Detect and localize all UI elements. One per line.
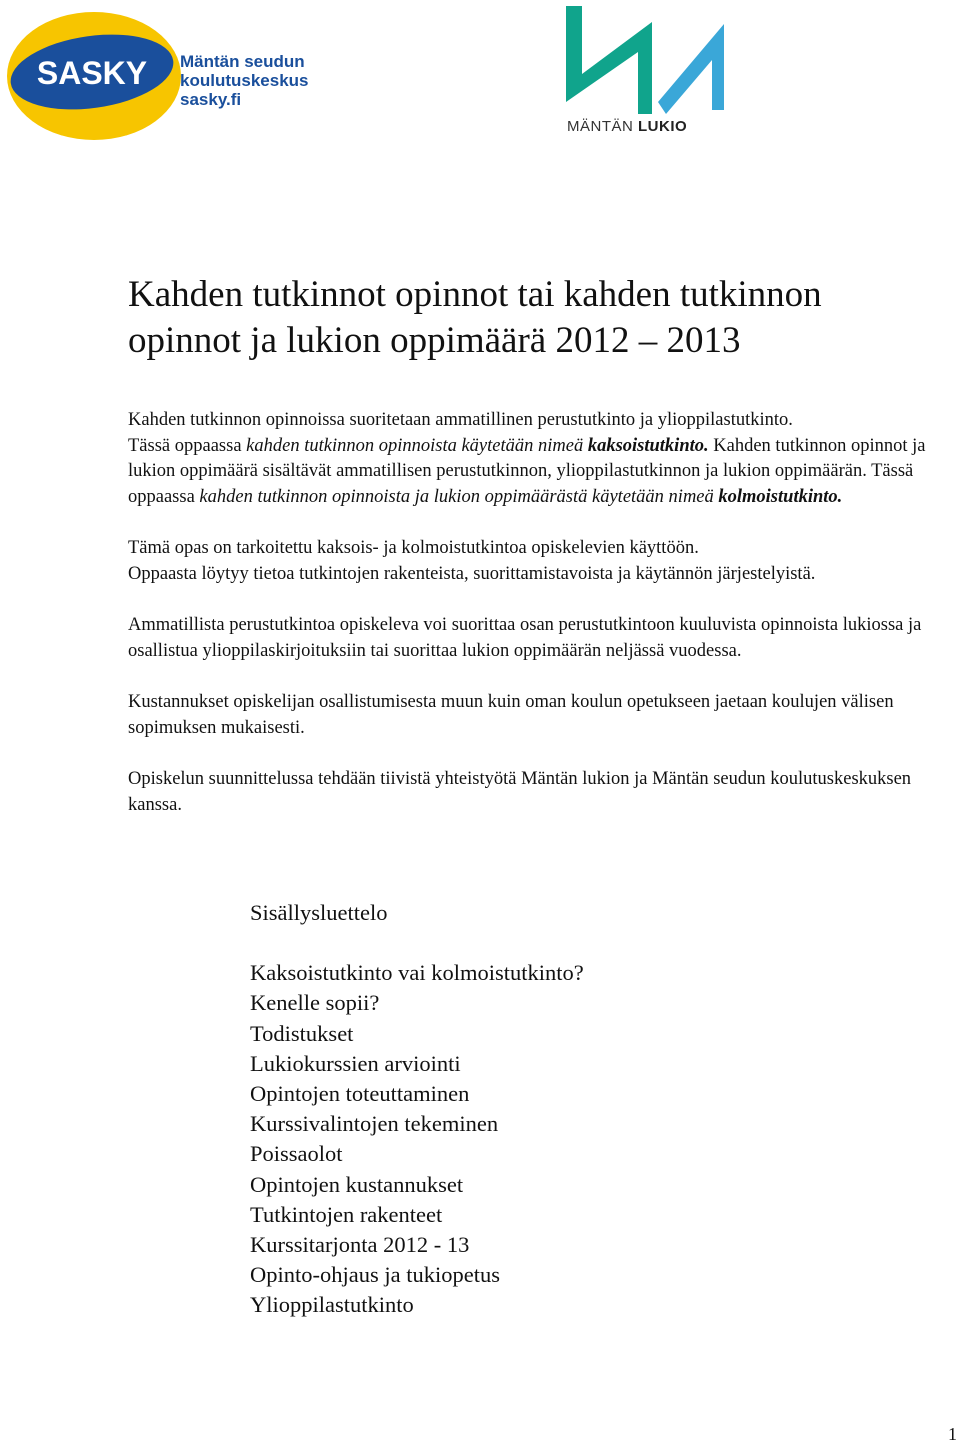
sasky-logo-wordmark: SASKY: [36, 55, 148, 91]
toc-item: Opintojen toteuttaminen: [250, 1081, 470, 1107]
p2-line-1: Tämä opas on tarkoitettu kaksois- ja kolmoistutkintoa opiskelevien käyttöön.: [128, 538, 699, 558]
p1-term-kaksoistutkinto: kaksoistutkinto.: [587, 435, 709, 456]
toc-item: Opinto-ohjaus ja tukiopetus: [250, 1262, 500, 1288]
toc-item: Kurssitarjonta 2012 - 13: [250, 1232, 470, 1258]
p1-sentence-2-lead: Tässä oppaassa: [128, 435, 247, 456]
p1-sentence-3: Kahden tutkinnon opinnot ja lukion oppimäärä sisältävät ammatillisen perustutkinnon, ylioppilastutkinnon ja lukion oppimäärän.: [128, 435, 926, 481]
toc-item: Kurssivalintojen tekeminen: [250, 1111, 499, 1137]
p2-line-2: Oppaasta löytyy tietoa tutkintojen rakenteista, suorittamistavoista ja käytännön järjestelyistä.: [128, 563, 816, 584]
sasky-logo-line-2: koulutuskeskus: [180, 71, 309, 90]
toc-title: Sisällysluettelo: [250, 900, 388, 925]
lukio-caption-bold: LUKIO: [638, 118, 688, 135]
lukio-logo-blue-shape: [658, 24, 724, 114]
p1-sentence-2-italic: kahden tutkinnon opinnoista käytetään nimeä: [246, 435, 588, 456]
p1-term-kolmoistutkinto: kolmoistutkinto.: [718, 486, 843, 507]
toc-item: Todistukset: [250, 1020, 354, 1046]
toc-item: Opintojen kustannukset: [250, 1171, 464, 1197]
intro-paragraph-2: [128, 536, 948, 587]
page-title-line-1: Kahden tutkinnot opinnot tai kahden tutkinnon: [128, 274, 822, 315]
sasky-logo-text: [180, 52, 309, 109]
p1-sentence-4-italic: kahden tutkinnon opinnoista ja lukion oppimäärästä käytetään nimeä: [199, 486, 719, 507]
toc-item: Tutkintojen rakenteet: [250, 1201, 443, 1227]
page-title: [128, 272, 928, 364]
intro-paragraph-5: Opiskelun suunnittelussa tehdään tiivistä yhteistyötä Mäntän lukion ja Mäntän seudun koulutuskeskuksen kanssa.: [128, 769, 912, 815]
intro-paragraph-3: Ammatillista perustutkintoa opiskeleva voi suorittaa osan perustutkintoon kuuluvista opinnoista lukiossa ja osallistua ylioppilaskirjoituksiin tai suorittaa lukion oppimäärän neljässä vuodessa.: [128, 615, 922, 661]
p1-sentence-4-lead: Tässä oppaassa: [128, 461, 914, 507]
toc-item: Kaksoistutkinto vai kolmoistutkinto?: [250, 960, 584, 986]
mantan-lukio-logo-caption: [567, 118, 687, 135]
page-number: 1: [948, 1424, 957, 1444]
toc-item: Poissaolot: [250, 1141, 343, 1167]
mantan-lukio-logo-mark: [562, 2, 732, 120]
sasky-logo-line-1: Mäntän seudun: [180, 52, 305, 71]
intro-content: [128, 408, 948, 844]
lukio-logo-teal-shape: [566, 6, 652, 114]
p1-sentence-1: Kahden tutkinnon opinnoissa suoritetaan ammatillinen perustutkinto ja ylioppilastutkinto.: [128, 410, 793, 430]
table-of-contents: [250, 898, 850, 1321]
lukio-caption-regular: MÄNTÄN: [567, 118, 634, 135]
sasky-logo-line-3: sasky.fi: [180, 90, 242, 109]
intro-paragraph-1: [128, 408, 948, 510]
intro-paragraph-4: Kustannukset opiskelijan osallistumisesta muun kuin oman koulun opetukseen jaetaan koulujen välisen sopimuksen mukaisesti.: [128, 692, 894, 738]
toc-item: Ylioppilastutkinto: [250, 1292, 414, 1318]
toc-item: Kenelle sopii?: [250, 990, 380, 1016]
toc-list: [250, 958, 850, 1320]
page-title-line-2: opinnot ja lukion oppimäärä 2012 – 2013: [128, 320, 741, 361]
toc-item: Lukiokurssien arviointi: [250, 1050, 461, 1076]
